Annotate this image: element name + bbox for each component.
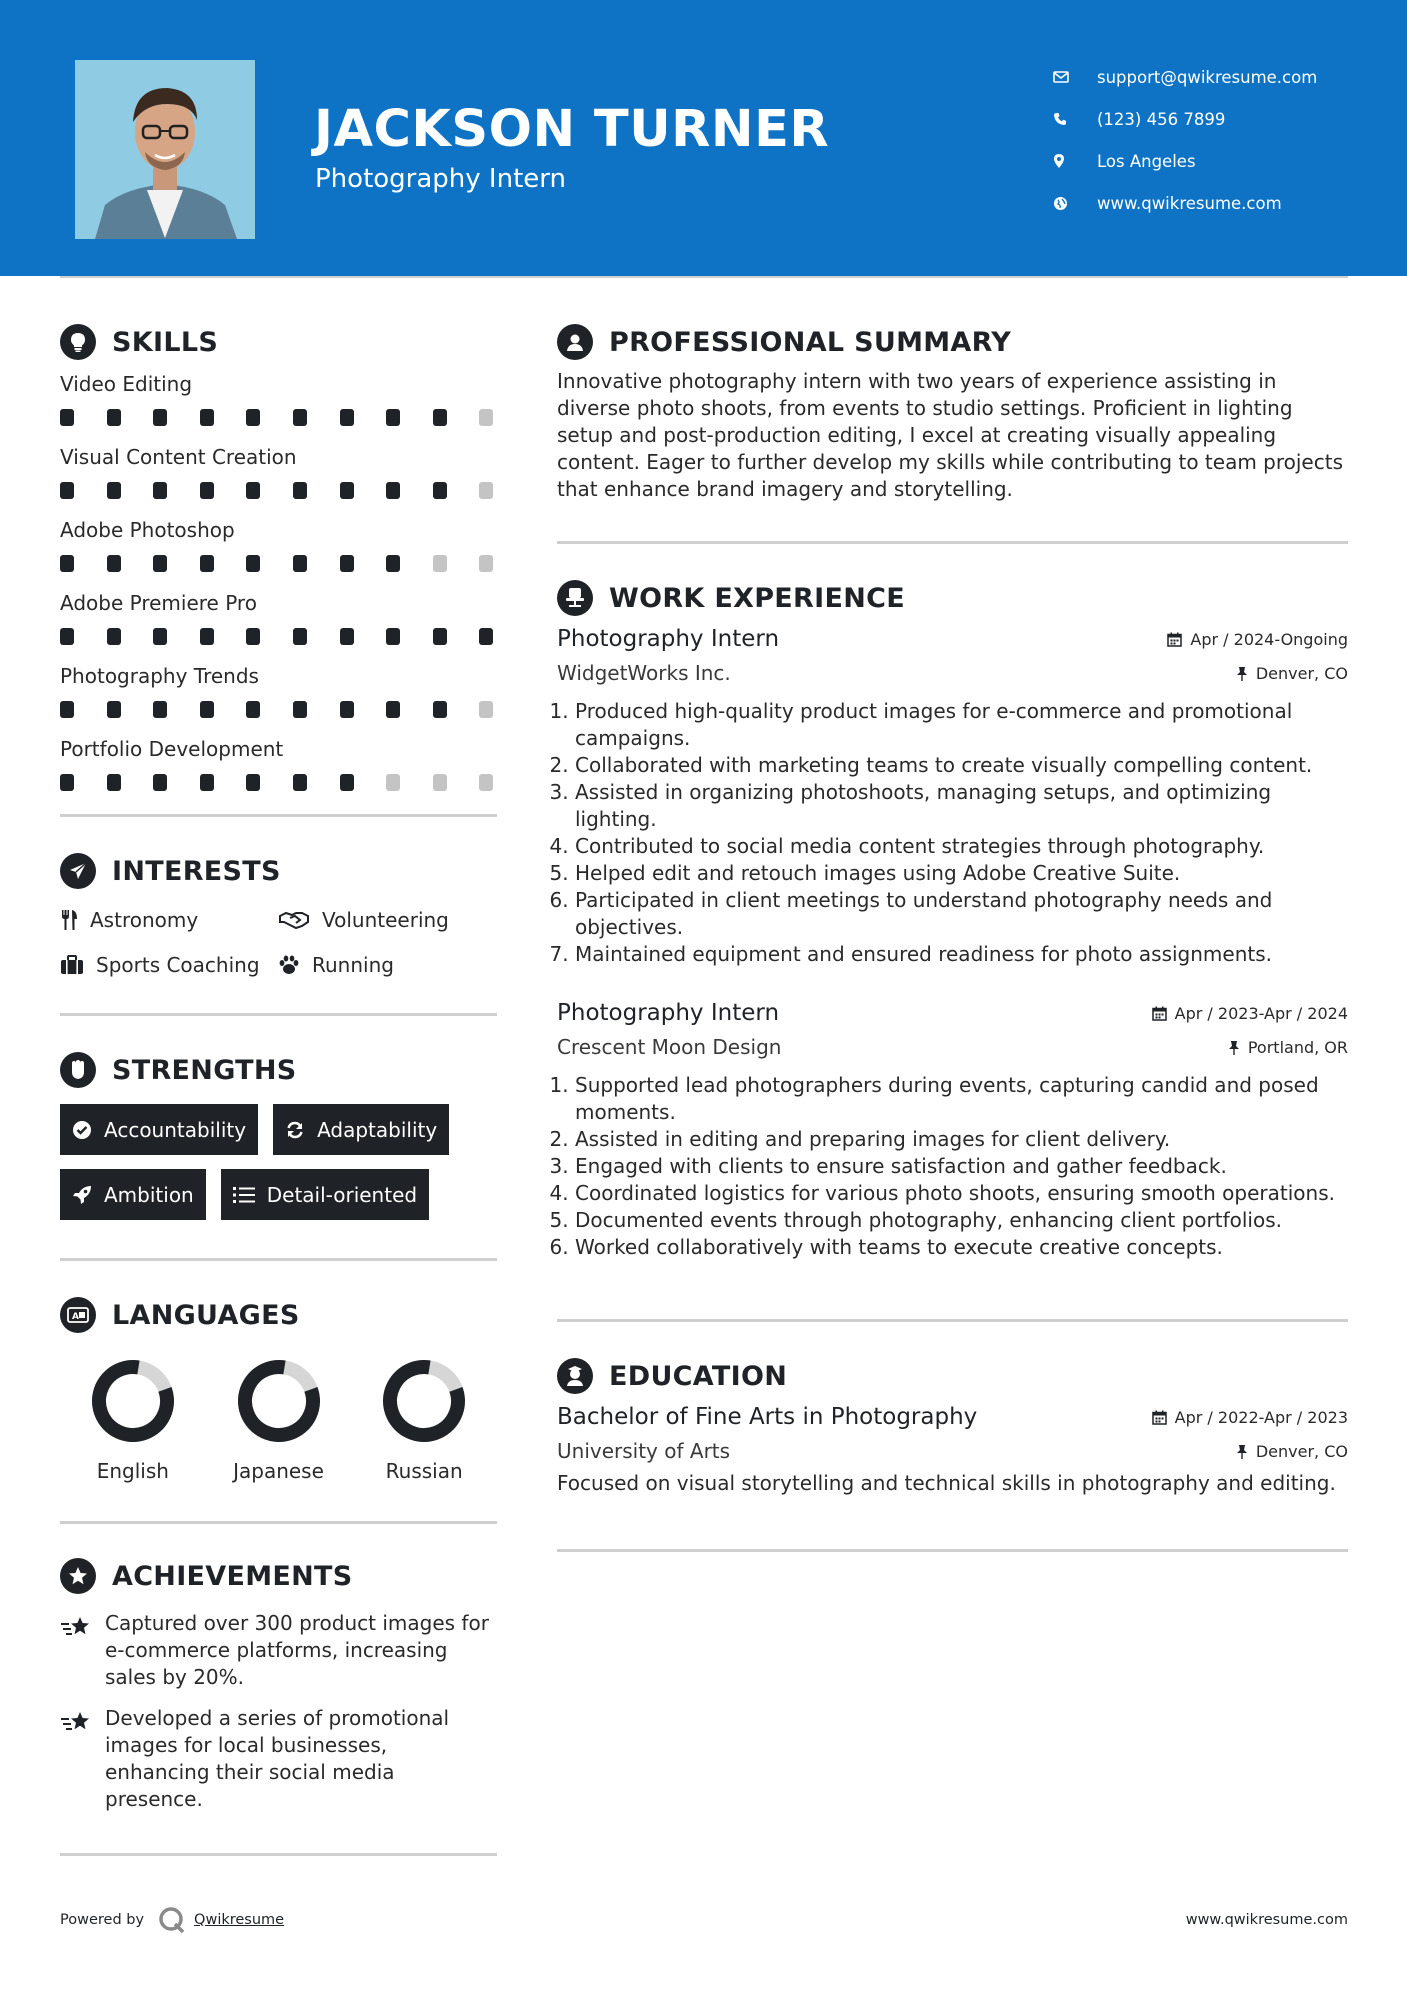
section-divider — [60, 1258, 497, 1261]
duty-item: 5. Helped edit and retouch images using Adobe Creative Suite. — [575, 860, 1348, 887]
rating-dot-filled — [340, 555, 354, 572]
rating-dot-filled — [293, 555, 307, 572]
section-divider — [557, 1319, 1348, 1322]
interests-heading: INTERESTS — [60, 847, 497, 895]
ring-fill — [381, 1357, 468, 1444]
rating-dot-filled — [60, 774, 74, 791]
duty-item: 6. Worked collaboratively with teams to execute creative concepts. — [575, 1234, 1348, 1261]
calendar-icon — [1152, 1410, 1167, 1425]
rating-dot-filled — [60, 555, 74, 572]
footer — [60, 1900, 1348, 1940]
handshake-icon — [278, 910, 322, 930]
language-icon — [60, 1297, 96, 1333]
candidate-title: Photography Intern — [315, 164, 566, 194]
rating-dot-filled — [200, 555, 214, 572]
skill-item — [60, 733, 497, 806]
rating-dot-filled — [340, 701, 354, 718]
fist-icon — [60, 1052, 96, 1088]
contact-list — [1053, 56, 1317, 224]
duty-item: 1. Produced high-quality product images for e-commerce and promotional campaigns. — [575, 698, 1348, 752]
skill-rating — [60, 473, 497, 507]
contact-email[interactable]: support@qwikresume.com — [1053, 56, 1317, 98]
duty-item: 3. Engaged with clients to ensure satisfaction and gather feedback. — [575, 1153, 1348, 1180]
rating-dot-empty — [433, 555, 447, 572]
section-divider — [60, 1853, 497, 1856]
globe-icon — [1053, 196, 1097, 211]
rating-dot-filled — [246, 774, 260, 791]
rating-dot-empty — [479, 555, 493, 572]
achievement-item: Captured over 300 product images for e-commerce platforms, increasing sales by 20%. — [60, 1610, 497, 1691]
language-item — [351, 1357, 497, 1483]
skill-item — [60, 368, 497, 441]
graduate-icon — [557, 1358, 593, 1394]
section-divider — [60, 814, 497, 817]
duty-item: 6. Participated in client meetings to understand photography needs and objectives. — [575, 887, 1348, 941]
skill-item — [60, 441, 497, 514]
rating-dot-filled — [246, 628, 260, 645]
rating-dot-filled — [293, 409, 307, 426]
powered-by: Powered by Qwikresume — [60, 1906, 284, 1934]
rating-dot-empty — [433, 774, 447, 791]
skill-item — [60, 660, 497, 733]
rating-dot-empty — [479, 701, 493, 718]
contact-location: Los Angeles — [1053, 140, 1317, 182]
duty-item: 2. Assisted in editing and preparing images for client delivery. — [575, 1126, 1348, 1153]
degree-title: Bachelor of Fine Arts in Photography — [557, 1404, 978, 1430]
interest-item: Astronomy — [60, 897, 278, 942]
paw-icon — [278, 955, 312, 975]
rating-dot-filled — [340, 628, 354, 645]
job-date: Apr / 2024-Ongoing — [1167, 630, 1348, 649]
pushpin-icon — [1228, 1040, 1240, 1055]
skill-rating — [60, 692, 497, 726]
rating-dot-filled — [293, 482, 307, 499]
rating-dot-filled — [107, 774, 121, 791]
education-date: Apr / 2022-Apr / 2023 — [1152, 1408, 1348, 1427]
rating-dot-filled — [433, 701, 447, 718]
job-title: Photography Intern — [557, 1000, 780, 1026]
rating-dot-filled — [386, 701, 400, 718]
skill-label: Visual Content Creation — [60, 445, 297, 469]
rating-dot-filled — [107, 701, 121, 718]
rating-dot-filled — [60, 628, 74, 645]
rocket-icon — [72, 1185, 92, 1205]
rating-dot-filled — [246, 409, 260, 426]
strength-chip: Detail-oriented — [221, 1169, 429, 1220]
refresh-icon — [285, 1120, 305, 1140]
contact-website[interactable]: www.qwikresume.com — [1053, 182, 1317, 224]
pushpin-icon — [1236, 666, 1248, 681]
duty-item: 4. Coordinated logistics for various photo shoots, ensuring smooth operations. — [575, 1180, 1348, 1207]
rating-dot-filled — [107, 482, 121, 499]
rating-dot-filled — [200, 628, 214, 645]
brand-link[interactable]: Qwikresume — [194, 1912, 285, 1928]
skill-label: Video Editing — [60, 372, 193, 396]
rating-dot-filled — [293, 774, 307, 791]
rating-dot-filled — [107, 409, 121, 426]
job-date: Apr / 2023-Apr / 2024 — [1152, 1004, 1348, 1023]
rating-dot-filled — [60, 701, 74, 718]
duty-item: 1. Supported lead photographers during events, capturing candid and posed moments. — [575, 1072, 1348, 1126]
rating-dot-filled — [153, 701, 167, 718]
strength-chip: Accountability — [60, 1104, 258, 1155]
language-name: Russian — [385, 1459, 463, 1483]
job-location: Portland, OR — [1228, 1038, 1348, 1057]
rating-dot-empty — [386, 774, 400, 791]
job-entry — [557, 996, 1348, 1261]
office-chair-icon — [557, 580, 593, 616]
skills-heading: SKILLS — [60, 318, 497, 366]
rating-dot-filled — [293, 701, 307, 718]
duty-item: 4. Contributed to social media content strategies through photography. — [575, 833, 1348, 860]
rating-dot-empty — [479, 409, 493, 426]
skill-item — [60, 514, 497, 587]
rating-dot-filled — [153, 555, 167, 572]
ring-fill — [235, 1357, 322, 1444]
section-divider — [557, 541, 1348, 544]
rating-dot-filled — [200, 774, 214, 791]
language-level-ring — [380, 1357, 468, 1445]
summary-text: Innovative photography intern with two years of experience assisting in diverse photo shoots, from events to studio settings. Proficient in lighting setup and post-production editing, I excel at creating visually appealing content. Eager to further develop my skills while contributing to team projects that enhance brand imagery and storytelling. — [557, 369, 1343, 501]
pushpin-icon — [1236, 1444, 1248, 1459]
shooting-star-icon — [60, 1705, 105, 1739]
list-icon — [233, 1186, 255, 1204]
skill-label: Portfolio Development — [60, 737, 284, 761]
rating-dot-filled — [340, 774, 354, 791]
rating-dot-filled — [200, 482, 214, 499]
achievements-heading: ACHIEVEMENTS — [60, 1552, 497, 1600]
skill-rating — [60, 765, 497, 799]
strength-chip: Ambition — [60, 1169, 206, 1220]
summary-heading: PROFESSIONAL SUMMARY — [557, 318, 1348, 366]
language-name: Japanese — [233, 1459, 324, 1483]
rating-dot-filled — [200, 409, 214, 426]
skill-label: Adobe Premiere Pro — [60, 591, 257, 615]
rating-dot-filled — [153, 482, 167, 499]
language-item — [60, 1357, 206, 1483]
calendar-icon — [1152, 1006, 1167, 1021]
strengths-list — [60, 1104, 497, 1220]
language-level-ring — [89, 1357, 177, 1445]
rating-dot-filled — [386, 555, 400, 572]
skill-item — [60, 587, 497, 660]
education-heading: EDUCATION — [557, 1352, 1348, 1400]
education-description: Focused on visual storytelling and technical skills in photography and editing. — [557, 1471, 1336, 1495]
star-badge-icon — [60, 1558, 96, 1594]
rating-dot-filled — [107, 555, 121, 572]
right-column — [557, 318, 1348, 1552]
rating-dot-empty — [479, 774, 493, 791]
achievement-item: Developed a series of promotional images for local businesses, enhancing their social media presence. — [60, 1705, 497, 1813]
rating-dot-filled — [386, 628, 400, 645]
rating-dot-filled — [107, 628, 121, 645]
rating-dot-filled — [246, 555, 260, 572]
rating-dot-filled — [433, 628, 447, 645]
languages-list — [60, 1357, 497, 1483]
envelope-icon — [1053, 70, 1097, 84]
rating-dot-filled — [433, 482, 447, 499]
calendar-icon — [1167, 632, 1182, 647]
section-divider — [60, 1013, 497, 1016]
qwikresume-logo-icon — [158, 1906, 186, 1934]
duty-item: 3. Assisted in organizing photoshoots, managing setups, and optimizing lighting. — [575, 779, 1348, 833]
profile-photo — [75, 60, 255, 239]
rating-dot-filled — [153, 409, 167, 426]
school-name: University of Arts — [557, 1439, 731, 1463]
section-divider — [557, 1549, 1348, 1552]
ring-fill — [89, 1357, 176, 1444]
section-divider — [60, 1521, 497, 1524]
resume-header — [0, 0, 1407, 276]
rating-dot-filled — [60, 409, 74, 426]
skills-list — [60, 368, 497, 806]
interest-item: Volunteering — [278, 897, 449, 942]
rating-dot-filled — [153, 774, 167, 791]
duty-item: 5. Documented events through photography, enhancing client portfolios. — [575, 1207, 1348, 1234]
rating-dot-filled — [153, 628, 167, 645]
job-company: WidgetWorks Inc. — [557, 661, 731, 685]
duty-item: 2. Collaborated with marketing teams to create visually compelling content. — [575, 752, 1348, 779]
interest-item: Running — [278, 942, 394, 987]
job-entry — [557, 622, 1348, 968]
job-title: Photography Intern — [557, 626, 780, 652]
svg-text:A: A — [72, 1312, 79, 1322]
language-level-ring — [235, 1357, 323, 1445]
job-company: Crescent Moon Design — [557, 1035, 782, 1059]
skill-rating — [60, 546, 497, 580]
rating-dot-filled — [340, 482, 354, 499]
rating-dot-filled — [340, 409, 354, 426]
contact-phone[interactable]: (123) 456 7899 — [1053, 98, 1317, 140]
skill-label: Photography Trends — [60, 664, 259, 688]
interests-list — [60, 897, 497, 987]
rating-dot-filled — [246, 482, 260, 499]
skill-label: Adobe Photoshop — [60, 518, 235, 542]
briefcase-icon — [60, 955, 96, 975]
map-marker-icon — [1053, 153, 1097, 169]
header-divider — [60, 276, 1348, 278]
strengths-heading: STRENGTHS — [60, 1046, 497, 1094]
duty-item: 7. Maintained equipment and ensured readiness for photo assignments. — [575, 941, 1348, 968]
rating-dot-filled — [386, 482, 400, 499]
job-duties — [557, 698, 1348, 968]
language-name: English — [96, 1459, 169, 1483]
cutlery-icon — [60, 909, 90, 931]
experience-heading: WORK EXPERIENCE — [557, 574, 1348, 622]
interest-item: Sports Coaching — [60, 942, 278, 987]
rating-dot-filled — [293, 628, 307, 645]
education-location: Denver, CO — [1236, 1442, 1348, 1461]
rating-dot-filled — [60, 482, 74, 499]
strength-chip: Adaptability — [273, 1104, 449, 1155]
lightbulb-icon — [60, 324, 96, 360]
job-location: Denver, CO — [1236, 664, 1348, 683]
language-item — [206, 1357, 352, 1483]
candidate-name: JACKSON TURNER — [314, 100, 830, 159]
phone-icon — [1053, 112, 1097, 126]
job-duties — [557, 1072, 1348, 1261]
rating-dot-filled — [479, 628, 493, 645]
skill-rating — [60, 400, 497, 434]
rating-dot-filled — [200, 701, 214, 718]
education-entry — [557, 1400, 1348, 1497]
rating-dot-empty — [479, 482, 493, 499]
shooting-star-icon — [60, 1610, 105, 1644]
skill-rating — [60, 619, 497, 653]
user-icon — [557, 324, 593, 360]
paper-plane-icon — [60, 853, 96, 889]
rating-dot-filled — [433, 409, 447, 426]
check-circle-icon — [72, 1120, 92, 1140]
languages-heading: A LANGUAGES — [60, 1291, 497, 1339]
left-column — [60, 318, 497, 1856]
rating-dot-filled — [246, 701, 260, 718]
footer-url[interactable]: www.qwikresume.com — [1185, 1912, 1348, 1928]
rating-dot-filled — [386, 409, 400, 426]
